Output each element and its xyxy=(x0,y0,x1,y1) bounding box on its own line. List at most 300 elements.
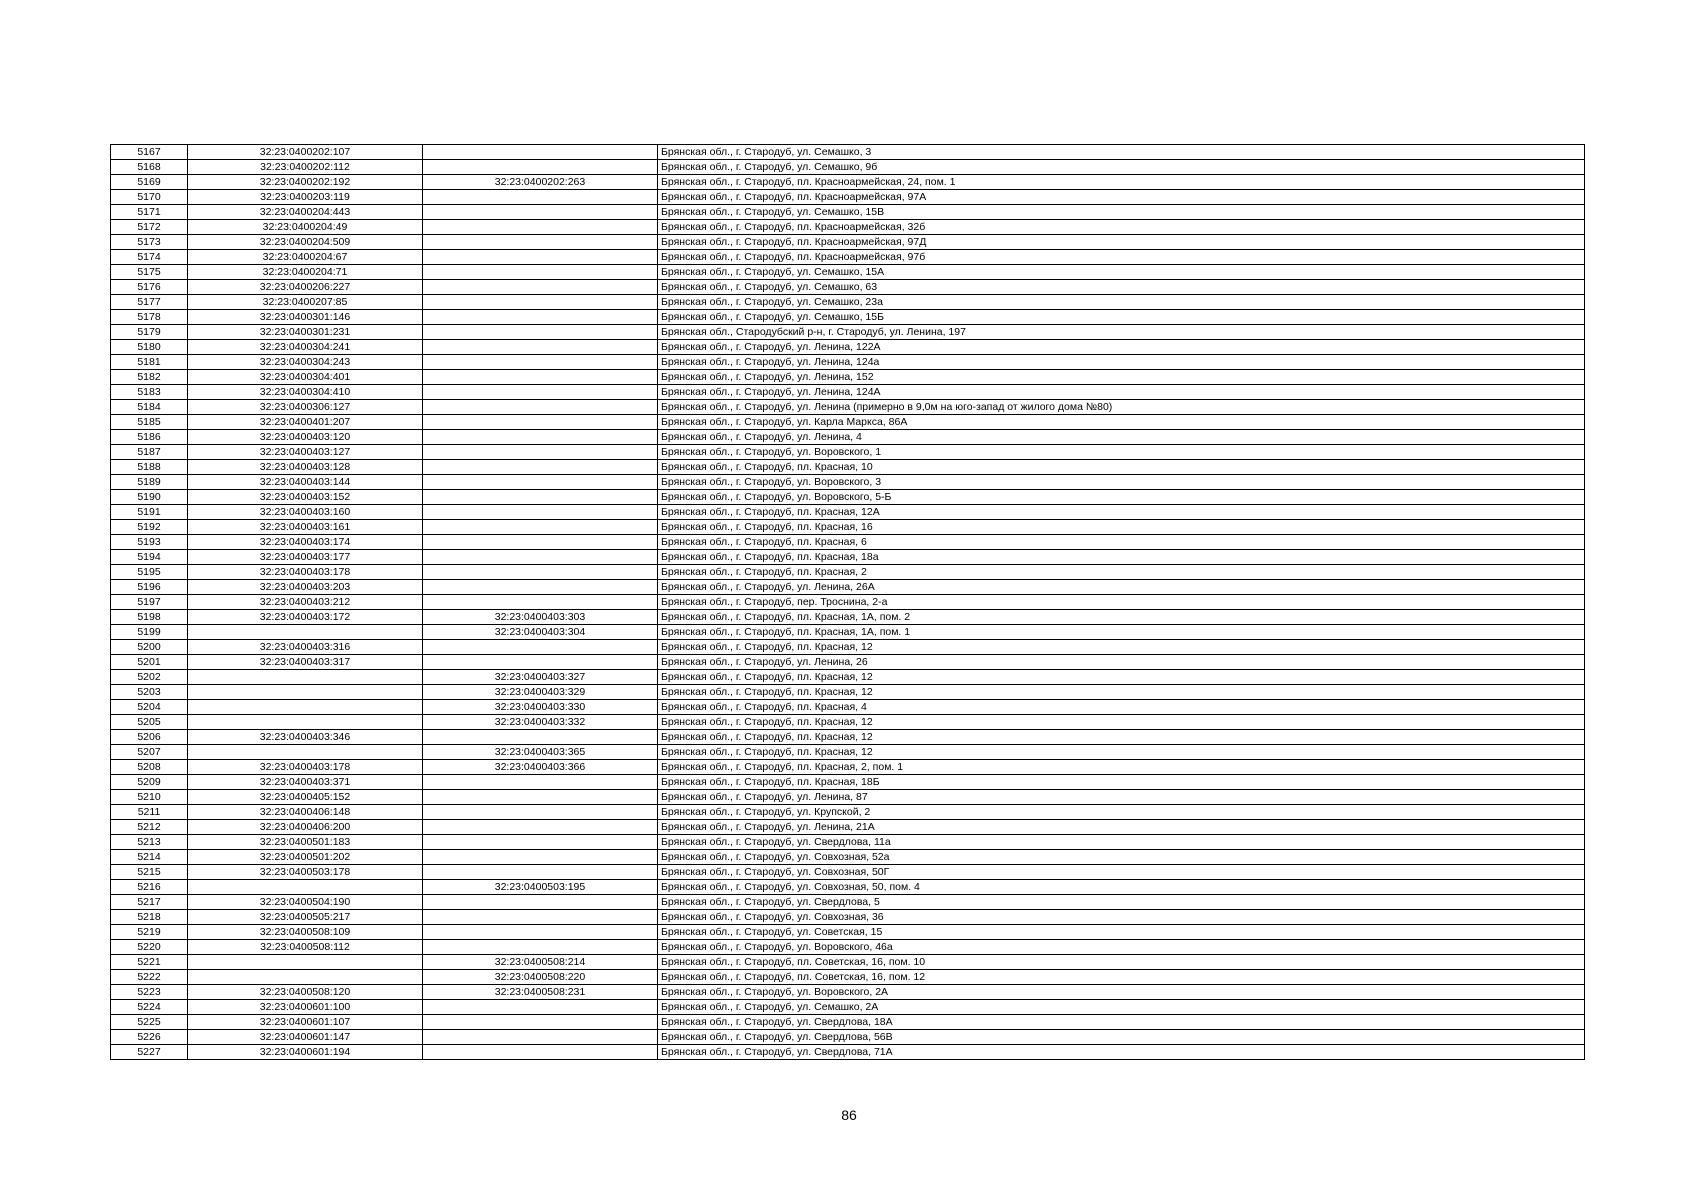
cadastral-number-cell: 32:23:0400405:152 xyxy=(188,790,423,805)
sub-cadastral-number-cell xyxy=(423,280,658,295)
row-number-cell: 5200 xyxy=(111,640,188,655)
sub-cadastral-number-cell xyxy=(423,895,658,910)
row-number-cell: 5206 xyxy=(111,730,188,745)
table-row xyxy=(111,490,1585,505)
cadastral-number-cell: 32:23:0400207:85 xyxy=(188,295,423,310)
table-row xyxy=(111,355,1585,370)
row-number-cell: 5178 xyxy=(111,310,188,325)
cadastral-number-cell: 32:23:0400304:243 xyxy=(188,355,423,370)
sub-cadastral-number-cell xyxy=(423,340,658,355)
cadastral-number-cell: 32:23:0400401:207 xyxy=(188,415,423,430)
cadastral-number-cell xyxy=(188,880,423,895)
address-cell: Брянская обл., г. Стародуб, пл. Красная, 18Б xyxy=(658,775,1585,790)
address-cell: Брянская обл., г. Стародуб, ул. Ленина, 21А xyxy=(658,820,1585,835)
address-cell: Брянская обл., г. Стародуб, пл. Красная, 18а xyxy=(658,550,1585,565)
sub-cadastral-number-cell xyxy=(423,490,658,505)
sub-cadastral-number-cell: 32:23:0400403:304 xyxy=(423,625,658,640)
address-cell: Брянская обл., г. Стародуб, пл. Красная, 12 xyxy=(658,685,1585,700)
cadastral-number-cell: 32:23:0400504:190 xyxy=(188,895,423,910)
cadastral-number-cell: 32:23:0400403:317 xyxy=(188,655,423,670)
sub-cadastral-number-cell xyxy=(423,370,658,385)
cadastral-number-cell: 32:23:0400403:120 xyxy=(188,430,423,445)
cadastral-number-cell: 32:23:0400403:127 xyxy=(188,445,423,460)
sub-cadastral-number-cell xyxy=(423,910,658,925)
registry-sheet xyxy=(110,144,1584,1060)
row-number-cell: 5202 xyxy=(111,670,188,685)
cadastral-number-cell: 32:23:0400403:346 xyxy=(188,730,423,745)
row-number-cell: 5169 xyxy=(111,175,188,190)
address-cell: Брянская обл., г. Стародуб, ул. Совхозная, 52а xyxy=(658,850,1585,865)
address-cell: Брянская обл., г. Стародуб, ул. Ленина, 124А xyxy=(658,385,1585,400)
table-row xyxy=(111,385,1585,400)
sub-cadastral-number-cell: 32:23:0400508:231 xyxy=(423,985,658,1000)
address-cell: Брянская обл., г. Стародуб, ул. Семашко, 23а xyxy=(658,295,1585,310)
row-number-cell: 5209 xyxy=(111,775,188,790)
cadastral-number-cell: 32:23:0400601:100 xyxy=(188,1000,423,1015)
table-row xyxy=(111,610,1585,625)
cadastral-number-cell: 32:23:0400403:177 xyxy=(188,550,423,565)
sub-cadastral-number-cell xyxy=(423,265,658,280)
sub-cadastral-number-cell xyxy=(423,400,658,415)
row-number-cell: 5222 xyxy=(111,970,188,985)
sub-cadastral-number-cell xyxy=(423,550,658,565)
cadastral-number-cell: 32:23:0400301:231 xyxy=(188,325,423,340)
sub-cadastral-number-cell xyxy=(423,730,658,745)
address-cell: Брянская обл., г. Стародуб, ул. Ленина, 87 xyxy=(658,790,1585,805)
row-number-cell: 5226 xyxy=(111,1030,188,1045)
row-number-cell: 5214 xyxy=(111,850,188,865)
table-row xyxy=(111,865,1585,880)
row-number-cell: 5218 xyxy=(111,910,188,925)
address-cell: Брянская обл., г. Стародуб, ул. Ленина, 122А xyxy=(658,340,1585,355)
row-number-cell: 5184 xyxy=(111,400,188,415)
sub-cadastral-number-cell: 32:23:0400403:365 xyxy=(423,745,658,760)
table-row xyxy=(111,235,1585,250)
cadastral-number-cell: 32:23:0400505:217 xyxy=(188,910,423,925)
cadastral-number-cell xyxy=(188,715,423,730)
cadastral-number-cell: 32:23:0400403:212 xyxy=(188,595,423,610)
table-row xyxy=(111,970,1585,985)
row-number-cell: 5225 xyxy=(111,1015,188,1030)
row-number-cell: 5223 xyxy=(111,985,188,1000)
row-number-cell: 5167 xyxy=(111,145,188,160)
address-cell: Брянская обл., г. Стародуб, ул. Ленина, 124а xyxy=(658,355,1585,370)
sub-cadastral-number-cell xyxy=(423,820,658,835)
row-number-cell: 5224 xyxy=(111,1000,188,1015)
address-cell: Брянская обл., г. Стародуб, пл. Красная, 12 xyxy=(658,745,1585,760)
cadastral-number-cell xyxy=(188,700,423,715)
address-cell: Брянская обл., г. Стародуб, ул. Семашко, 15А xyxy=(658,265,1585,280)
table-row xyxy=(111,655,1585,670)
sub-cadastral-number-cell xyxy=(423,220,658,235)
sub-cadastral-number-cell xyxy=(423,445,658,460)
row-number-cell: 5196 xyxy=(111,580,188,595)
address-cell: Брянская обл., г. Стародуб, ул. Семашко, 2А xyxy=(658,1000,1585,1015)
sub-cadastral-number-cell xyxy=(423,505,658,520)
row-number-cell: 5190 xyxy=(111,490,188,505)
row-number-cell: 5205 xyxy=(111,715,188,730)
table-row xyxy=(111,400,1585,415)
table-row xyxy=(111,565,1585,580)
address-cell: Брянская обл., г. Стародуб, ул. Воровского, 5-Б xyxy=(658,490,1585,505)
table-row xyxy=(111,475,1585,490)
row-number-cell: 5199 xyxy=(111,625,188,640)
cadastral-number-cell: 32:23:0400403:178 xyxy=(188,565,423,580)
cadastral-number-cell: 32:23:0400508:109 xyxy=(188,925,423,940)
address-cell: Брянская обл., Стародубский р-н, г. Стародуб, ул. Ленина, 197 xyxy=(658,325,1585,340)
row-number-cell: 5182 xyxy=(111,370,188,385)
row-number-cell: 5170 xyxy=(111,190,188,205)
cadastral-number-cell: 32:23:0400301:146 xyxy=(188,310,423,325)
address-cell: Брянская обл., г. Стародуб, пл. Красная, 12 xyxy=(658,730,1585,745)
table-row xyxy=(111,940,1585,955)
sub-cadastral-number-cell xyxy=(423,415,658,430)
sub-cadastral-number-cell xyxy=(423,850,658,865)
sub-cadastral-number-cell xyxy=(423,235,658,250)
sub-cadastral-number-cell xyxy=(423,1030,658,1045)
sub-cadastral-number-cell xyxy=(423,865,658,880)
registry-table-body xyxy=(111,145,1585,1060)
row-number-cell: 5183 xyxy=(111,385,188,400)
table-row xyxy=(111,595,1585,610)
table-row xyxy=(111,295,1585,310)
sub-cadastral-number-cell xyxy=(423,160,658,175)
table-row xyxy=(111,580,1585,595)
sub-cadastral-number-cell xyxy=(423,790,658,805)
cadastral-number-cell: 32:23:0400202:112 xyxy=(188,160,423,175)
address-cell: Брянская обл., г. Стародуб, пл. Красная, 10 xyxy=(658,460,1585,475)
sub-cadastral-number-cell xyxy=(423,535,658,550)
cadastral-number-cell: 32:23:0400304:410 xyxy=(188,385,423,400)
address-cell: Брянская обл., г. Стародуб, пл. Красноармейская, 24, пом. 1 xyxy=(658,175,1585,190)
row-number-cell: 5179 xyxy=(111,325,188,340)
address-cell: Брянская обл., г. Стародуб, ул. Крупской, 2 xyxy=(658,805,1585,820)
address-cell: Брянская обл., г. Стародуб, ул. Семашко, 15В xyxy=(658,205,1585,220)
table-row xyxy=(111,460,1585,475)
address-cell: Брянская обл., г. Стародуб, ул. Ленина, 26А xyxy=(658,580,1585,595)
cadastral-number-cell: 32:23:0400601:194 xyxy=(188,1045,423,1060)
cadastral-number-cell: 32:23:0400204:67 xyxy=(188,250,423,265)
cadastral-number-cell: 32:23:0400403:371 xyxy=(188,775,423,790)
sub-cadastral-number-cell xyxy=(423,325,658,340)
sub-cadastral-number-cell xyxy=(423,205,658,220)
table-row xyxy=(111,310,1585,325)
sub-cadastral-number-cell xyxy=(423,1015,658,1030)
cadastral-number-cell xyxy=(188,745,423,760)
address-cell: Брянская обл., г. Стародуб, ул. Свердлова, 11а xyxy=(658,835,1585,850)
table-row xyxy=(111,880,1585,895)
table-row xyxy=(111,850,1585,865)
cadastral-number-cell: 32:23:0400204:49 xyxy=(188,220,423,235)
sub-cadastral-number-cell xyxy=(423,355,658,370)
cadastral-number-cell: 32:23:0400204:443 xyxy=(188,205,423,220)
sub-cadastral-number-cell xyxy=(423,520,658,535)
table-row xyxy=(111,730,1585,745)
cadastral-number-cell: 32:23:0400304:241 xyxy=(188,340,423,355)
sub-cadastral-number-cell xyxy=(423,580,658,595)
row-number-cell: 5181 xyxy=(111,355,188,370)
cadastral-number-cell: 32:23:0400206:227 xyxy=(188,280,423,295)
row-number-cell: 5220 xyxy=(111,940,188,955)
row-number-cell: 5192 xyxy=(111,520,188,535)
address-cell: Брянская обл., г. Стародуб, ул. Ленина (примерно в 9,0м на юго-запад от жилого дома №80) xyxy=(658,400,1585,415)
table-row xyxy=(111,160,1585,175)
table-row xyxy=(111,220,1585,235)
table-row xyxy=(111,190,1585,205)
row-number-cell: 5191 xyxy=(111,505,188,520)
cadastral-number-cell: 32:23:0400403:128 xyxy=(188,460,423,475)
cadastral-number-cell: 32:23:0400406:200 xyxy=(188,820,423,835)
address-cell: Брянская обл., г. Стародуб, ул. Семашко, 63 xyxy=(658,280,1585,295)
table-row xyxy=(111,1015,1585,1030)
table-row xyxy=(111,985,1585,1000)
table-row xyxy=(111,955,1585,970)
sub-cadastral-number-cell xyxy=(423,250,658,265)
sub-cadastral-number-cell xyxy=(423,295,658,310)
cadastral-number-cell: 32:23:0400501:202 xyxy=(188,850,423,865)
cadastral-number-cell: 32:23:0400203:119 xyxy=(188,190,423,205)
row-number-cell: 5204 xyxy=(111,700,188,715)
sub-cadastral-number-cell xyxy=(423,595,658,610)
address-cell: Брянская обл., г. Стародуб, пл. Красная, 1А, пом. 1 xyxy=(658,625,1585,640)
cadastral-number-cell: 32:23:0400403:161 xyxy=(188,520,423,535)
table-row xyxy=(111,535,1585,550)
row-number-cell: 5221 xyxy=(111,955,188,970)
table-row xyxy=(111,175,1585,190)
sub-cadastral-number-cell xyxy=(423,190,658,205)
table-row xyxy=(111,835,1585,850)
row-number-cell: 5168 xyxy=(111,160,188,175)
page-number: 86 xyxy=(841,1107,857,1123)
sub-cadastral-number-cell: 32:23:0400403:329 xyxy=(423,685,658,700)
address-cell: Брянская обл., г. Стародуб, ул. Совхозная, 36 xyxy=(658,910,1585,925)
table-row xyxy=(111,340,1585,355)
table-row xyxy=(111,1030,1585,1045)
row-number-cell: 5194 xyxy=(111,550,188,565)
table-row xyxy=(111,700,1585,715)
row-number-cell: 5177 xyxy=(111,295,188,310)
address-cell: Брянская обл., г. Стародуб, пл. Красная, 12А xyxy=(658,505,1585,520)
table-row xyxy=(111,685,1585,700)
table-row xyxy=(111,715,1585,730)
address-cell: Брянская обл., г. Стародуб, ул. Воровского, 2А xyxy=(658,985,1585,1000)
address-cell: Брянская обл., г. Стародуб, ул. Ленина, 152 xyxy=(658,370,1585,385)
table-row xyxy=(111,1000,1585,1015)
address-cell: Брянская обл., г. Стародуб, пл. Красная, 12 xyxy=(658,670,1585,685)
cadastral-number-cell: 32:23:0400403:316 xyxy=(188,640,423,655)
sub-cadastral-number-cell xyxy=(423,1045,658,1060)
row-number-cell: 5172 xyxy=(111,220,188,235)
table-row xyxy=(111,895,1585,910)
cadastral-number-cell: 32:23:0400403:172 xyxy=(188,610,423,625)
sub-cadastral-number-cell xyxy=(423,460,658,475)
address-cell: Брянская обл., г. Стародуб, ул. Ленина, 4 xyxy=(658,430,1585,445)
address-cell: Брянская обл., г. Стародуб, пл. Красная, 2 xyxy=(658,565,1585,580)
address-cell: Брянская обл., г. Стародуб, пл. Красная, 2, пом. 1 xyxy=(658,760,1585,775)
row-number-cell: 5207 xyxy=(111,745,188,760)
sub-cadastral-number-cell: 32:23:0400403:332 xyxy=(423,715,658,730)
address-cell: Брянская обл., г. Стародуб, ул. Ленина, 26 xyxy=(658,655,1585,670)
table-row xyxy=(111,325,1585,340)
table-row xyxy=(111,820,1585,835)
table-row xyxy=(111,790,1585,805)
row-number-cell: 5216 xyxy=(111,880,188,895)
row-number-cell: 5203 xyxy=(111,685,188,700)
row-number-cell: 5211 xyxy=(111,805,188,820)
row-number-cell: 5219 xyxy=(111,925,188,940)
cadastral-number-cell: 32:23:0400403:144 xyxy=(188,475,423,490)
row-number-cell: 5174 xyxy=(111,250,188,265)
sub-cadastral-number-cell xyxy=(423,940,658,955)
sub-cadastral-number-cell: 32:23:0400508:220 xyxy=(423,970,658,985)
table-row xyxy=(111,370,1585,385)
sub-cadastral-number-cell: 32:23:0400202:263 xyxy=(423,175,658,190)
cadastral-number-cell: 32:23:0400601:107 xyxy=(188,1015,423,1030)
row-number-cell: 5185 xyxy=(111,415,188,430)
sub-cadastral-number-cell xyxy=(423,775,658,790)
table-row xyxy=(111,520,1585,535)
sub-cadastral-number-cell xyxy=(423,805,658,820)
row-number-cell: 5189 xyxy=(111,475,188,490)
address-cell: Брянская обл., г. Стародуб, пл. Красноармейская, 97Д xyxy=(658,235,1585,250)
address-cell: Брянская обл., г. Стародуб, пл. Красная, 12 xyxy=(658,715,1585,730)
address-cell: Брянская обл., г. Стародуб, пл. Советская, 16, пом. 12 xyxy=(658,970,1585,985)
cadastral-number-cell: 32:23:0400202:192 xyxy=(188,175,423,190)
cadastral-number-cell xyxy=(188,625,423,640)
row-number-cell: 5175 xyxy=(111,265,188,280)
table-row xyxy=(111,1045,1585,1060)
sub-cadastral-number-cell xyxy=(423,640,658,655)
sub-cadastral-number-cell: 32:23:0400403:303 xyxy=(423,610,658,625)
table-row xyxy=(111,415,1585,430)
sub-cadastral-number-cell xyxy=(423,925,658,940)
registry-table xyxy=(110,144,1585,1060)
cadastral-number-cell: 32:23:0400403:152 xyxy=(188,490,423,505)
cadastral-number-cell: 32:23:0400304:401 xyxy=(188,370,423,385)
sub-cadastral-number-cell xyxy=(423,655,658,670)
row-number-cell: 5187 xyxy=(111,445,188,460)
address-cell: Брянская обл., г. Стародуб, ул. Совхозная, 50, пом. 4 xyxy=(658,880,1585,895)
address-cell: Брянская обл., г. Стародуб, ул. Свердлова, 18А xyxy=(658,1015,1585,1030)
cadastral-number-cell: 32:23:0400508:112 xyxy=(188,940,423,955)
row-number-cell: 5197 xyxy=(111,595,188,610)
address-cell: Брянская обл., г. Стародуб, пл. Советская, 16, пом. 10 xyxy=(658,955,1585,970)
table-row xyxy=(111,265,1585,280)
cadastral-number-cell: 32:23:0400403:178 xyxy=(188,760,423,775)
row-number-cell: 5215 xyxy=(111,865,188,880)
address-cell: Брянская обл., г. Стародуб, пл. Красная, 12 xyxy=(658,640,1585,655)
sub-cadastral-number-cell: 32:23:0400403:327 xyxy=(423,670,658,685)
address-cell: Брянская обл., г. Стародуб, ул. Свердлова, 71А xyxy=(658,1045,1585,1060)
address-cell: Брянская обл., г. Стародуб, ул. Семашко, 3 xyxy=(658,145,1585,160)
address-cell: Брянская обл., г. Стародуб, ул. Свердлова, 56В xyxy=(658,1030,1585,1045)
sub-cadastral-number-cell: 32:23:0400403:366 xyxy=(423,760,658,775)
address-cell: Брянская обл., г. Стародуб, ул. Воровского, 3 xyxy=(658,475,1585,490)
table-row xyxy=(111,280,1585,295)
cadastral-number-cell: 32:23:0400202:107 xyxy=(188,145,423,160)
cadastral-number-cell: 32:23:0400601:147 xyxy=(188,1030,423,1045)
address-cell: Брянская обл., г. Стародуб, пл. Красная, 16 xyxy=(658,520,1585,535)
address-cell: Брянская обл., г. Стародуб, пл. Красная, 1А, пом. 2 xyxy=(658,610,1585,625)
table-row xyxy=(111,760,1585,775)
cadastral-number-cell xyxy=(188,970,423,985)
table-row xyxy=(111,250,1585,265)
cadastral-number-cell: 32:23:0400508:120 xyxy=(188,985,423,1000)
row-number-cell: 5188 xyxy=(111,460,188,475)
address-cell: Брянская обл., г. Стародуб, ул. Воровского, 46а xyxy=(658,940,1585,955)
row-number-cell: 5186 xyxy=(111,430,188,445)
cadastral-number-cell: 32:23:0400306:127 xyxy=(188,400,423,415)
table-row xyxy=(111,445,1585,460)
sub-cadastral-number-cell xyxy=(423,385,658,400)
cadastral-number-cell: 32:23:0400403:203 xyxy=(188,580,423,595)
row-number-cell: 5212 xyxy=(111,820,188,835)
table-row xyxy=(111,640,1585,655)
address-cell: Брянская обл., г. Стародуб, ул. Семашко, 9б xyxy=(658,160,1585,175)
address-cell: Брянская обл., г. Стародуб, ул. Воровского, 1 xyxy=(658,445,1585,460)
table-row xyxy=(111,430,1585,445)
cadastral-number-cell xyxy=(188,955,423,970)
row-number-cell: 5201 xyxy=(111,655,188,670)
row-number-cell: 5173 xyxy=(111,235,188,250)
address-cell: Брянская обл., г. Стародуб, ул. Свердлова, 5 xyxy=(658,895,1585,910)
address-cell: Брянская обл., г. Стародуб, пл. Красная, 6 xyxy=(658,535,1585,550)
table-row xyxy=(111,910,1585,925)
address-cell: Брянская обл., г. Стародуб, пл. Красноармейская, 97б xyxy=(658,250,1585,265)
row-number-cell: 5210 xyxy=(111,790,188,805)
table-row xyxy=(111,745,1585,760)
row-number-cell: 5227 xyxy=(111,1045,188,1060)
table-row xyxy=(111,145,1585,160)
table-row xyxy=(111,625,1585,640)
row-number-cell: 5180 xyxy=(111,340,188,355)
cadastral-number-cell xyxy=(188,670,423,685)
address-cell: Брянская обл., г. Стародуб, пл. Красная, 4 xyxy=(658,700,1585,715)
sub-cadastral-number-cell xyxy=(423,475,658,490)
sub-cadastral-number-cell xyxy=(423,145,658,160)
address-cell: Брянская обл., г. Стародуб, пл. Красноармейская, 97А xyxy=(658,190,1585,205)
address-cell: Брянская обл., г. Стародуб, пл. Красноармейская, 32б xyxy=(658,220,1585,235)
cadastral-number-cell: 32:23:0400503:178 xyxy=(188,865,423,880)
row-number-cell: 5171 xyxy=(111,205,188,220)
sub-cadastral-number-cell xyxy=(423,1000,658,1015)
table-row xyxy=(111,805,1585,820)
table-row xyxy=(111,550,1585,565)
cadastral-number-cell: 32:23:0400403:160 xyxy=(188,505,423,520)
address-cell: Брянская обл., г. Стародуб, ул. Карла Маркса, 86А xyxy=(658,415,1585,430)
sub-cadastral-number-cell xyxy=(423,835,658,850)
table-row xyxy=(111,775,1585,790)
address-cell: Брянская обл., г. Стародуб, ул. Совхозная, 50Г xyxy=(658,865,1585,880)
cadastral-number-cell: 32:23:0400204:509 xyxy=(188,235,423,250)
address-cell: Брянская обл., г. Стародуб, ул. Семашко, 15Б xyxy=(658,310,1585,325)
cadastral-number-cell: 32:23:0400501:183 xyxy=(188,835,423,850)
table-row xyxy=(111,205,1585,220)
sub-cadastral-number-cell xyxy=(423,310,658,325)
cadastral-number-cell: 32:23:0400204:71 xyxy=(188,265,423,280)
row-number-cell: 5193 xyxy=(111,535,188,550)
row-number-cell: 5217 xyxy=(111,895,188,910)
address-cell: Брянская обл., г. Стародуб, пер. Троснина, 2-а xyxy=(658,595,1585,610)
address-cell: Брянская обл., г. Стародуб, ул. Советская, 15 xyxy=(658,925,1585,940)
row-number-cell: 5176 xyxy=(111,280,188,295)
table-row xyxy=(111,670,1585,685)
cadastral-number-cell xyxy=(188,685,423,700)
sub-cadastral-number-cell: 32:23:0400403:330 xyxy=(423,700,658,715)
sub-cadastral-number-cell: 32:23:0400503:195 xyxy=(423,880,658,895)
sub-cadastral-number-cell: 32:23:0400508:214 xyxy=(423,955,658,970)
table-row xyxy=(111,925,1585,940)
